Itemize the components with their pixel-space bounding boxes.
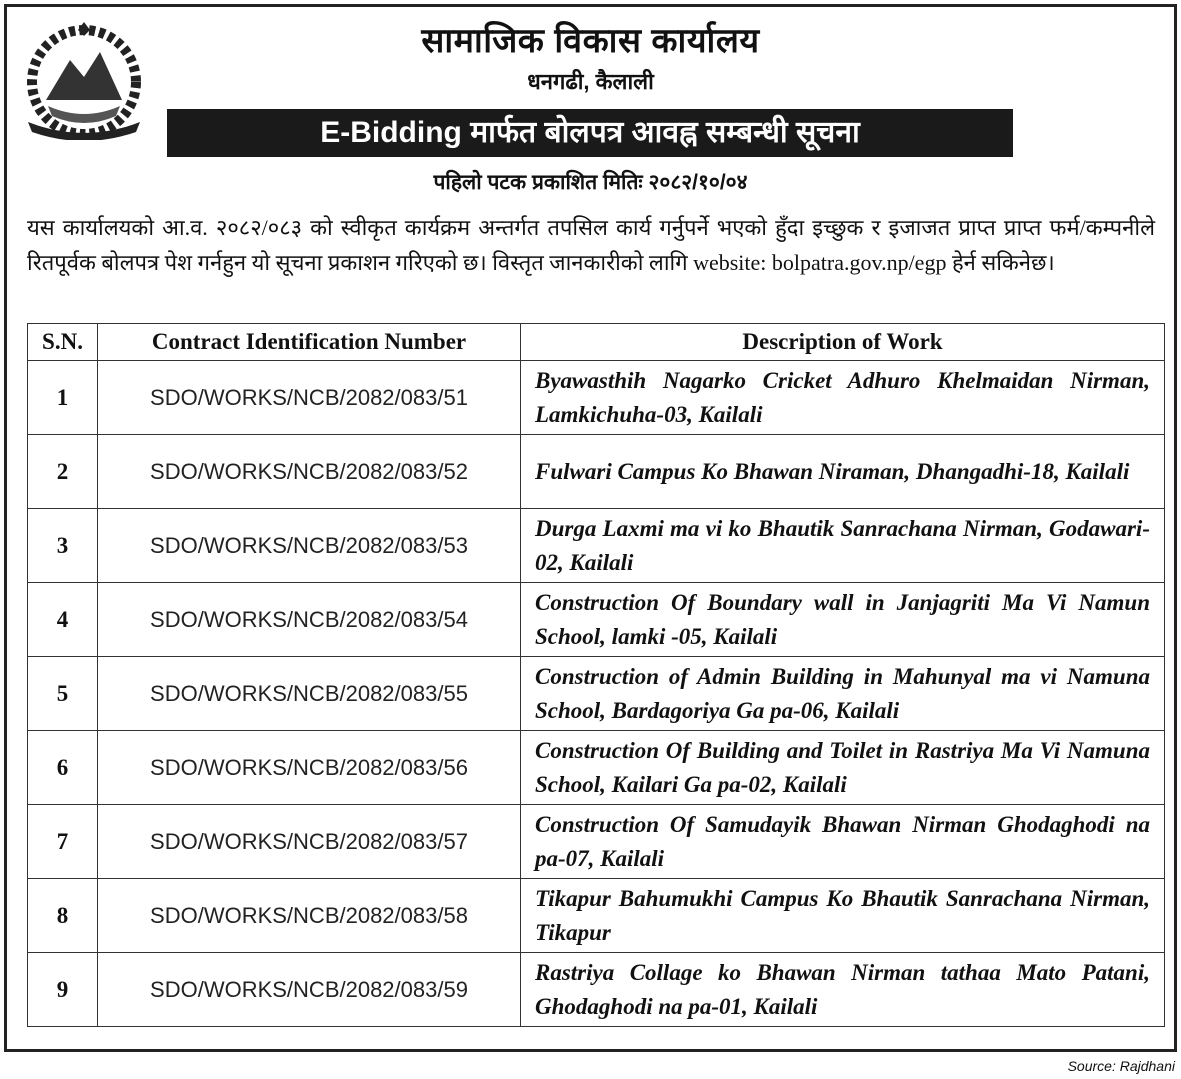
contract-id: SDO/WORKS/NCB/2082/083/51 [98,361,521,435]
notice-paragraph: यस कार्यालयको आ.व. २०८२/०८३ को स्वीकृत कार्यक्रम अन्तर्गत तपसिल कार्य गर्नुपर्ने भएको हुँदा इच्छुक र इजाजत प्राप्त प्राप्त फर्म/कम्पनीले रितपूर्वक बोलपत्र पेश गर्नहुन यो सूचना प्रकाशन गरिएको छ। विस्तृत जानकारीको लागि website: bolpatra.gov.np/egp हेर्न सकिनेछ। [27,215,1155,275]
notice-banner: E-Bidding मार्फत बोलपत्र आवह्न सम्बन्धी सूचना [167,109,1013,157]
row-sn: 3 [28,509,98,583]
contract-id: SDO/WORKS/NCB/2082/083/52 [98,435,521,509]
row-sn: 9 [28,953,98,1027]
header-sn: S.N. [28,324,98,361]
table-row [28,805,1165,879]
work-description: Durga Laxmi ma vi ko Bhautik Sanrachana Nirman, Godawari-02, Kailali [521,509,1165,583]
header-description: Description of Work [521,324,1165,361]
contract-id: SDO/WORKS/NCB/2082/083/53 [98,509,521,583]
row-sn: 8 [28,879,98,953]
header-cin: Contract Identification Number [98,324,521,361]
office-title: सामाजिक विकास कार्यालय [421,22,760,60]
contract-id: SDO/WORKS/NCB/2082/083/59 [98,953,521,1027]
table-row [28,657,1165,731]
row-sn: 4 [28,583,98,657]
contract-id: SDO/WORKS/NCB/2082/083/54 [98,583,521,657]
table-row [28,583,1165,657]
contract-id: SDO/WORKS/NCB/2082/083/55 [98,657,521,731]
table-row [28,953,1165,1027]
work-description: Fulwari Campus Ko Bhawan Niraman, Dhangadhi-18, Kailali [521,435,1165,509]
work-description: Byawasthih Nagarko Cricket Adhuro Khelmaidan Nirman, Lamkichuha-03, Kailali [521,361,1165,435]
table-row [28,879,1165,953]
table-row [28,731,1165,805]
work-description: Construction Of Building and Toilet in Rastriya Ma Vi Namuna School, Kailari Ga pa-02, Kailali [521,731,1165,805]
publish-date: पहिलो पटक प्रकाशित मितिः २०८२/१०/०४ [433,171,748,194]
row-sn: 5 [28,657,98,731]
source-credit: Source: Rajdhani [1067,1058,1175,1074]
contract-id: SDO/WORKS/NCB/2082/083/57 [98,805,521,879]
table-row [28,509,1165,583]
row-sn: 2 [28,435,98,509]
work-description: Rastriya Collage ko Bhawan Nirman tathaa Mato Patani, Ghodaghodi na pa-01, Kailali [521,953,1165,1027]
work-description: Construction Of Boundary wall in Janjagriti Ma Vi Namun School, lamki -05, Kailali [521,583,1165,657]
contract-id: SDO/WORKS/NCB/2082/083/56 [98,731,521,805]
office-location: धनगढी, कैलाली [527,69,654,94]
work-description: Construction of Admin Building in Mahunyal ma vi Namuna School, Bardagoriya Ga pa-06, Kailali [521,657,1165,731]
contracts-table [27,323,1165,1027]
row-sn: 1 [28,361,98,435]
table-row [28,361,1165,435]
row-sn: 6 [28,731,98,805]
row-sn: 7 [28,805,98,879]
table-row [28,435,1165,509]
work-description: Tikapur Bahumukhi Campus Ko Bhautik Sanrachana Nirman, Tikapur [521,879,1165,953]
work-description: Construction Of Samudayik Bhawan Nirman Ghodaghodi na pa-07, Kailali [521,805,1165,879]
contract-id: SDO/WORKS/NCB/2082/083/58 [98,879,521,953]
